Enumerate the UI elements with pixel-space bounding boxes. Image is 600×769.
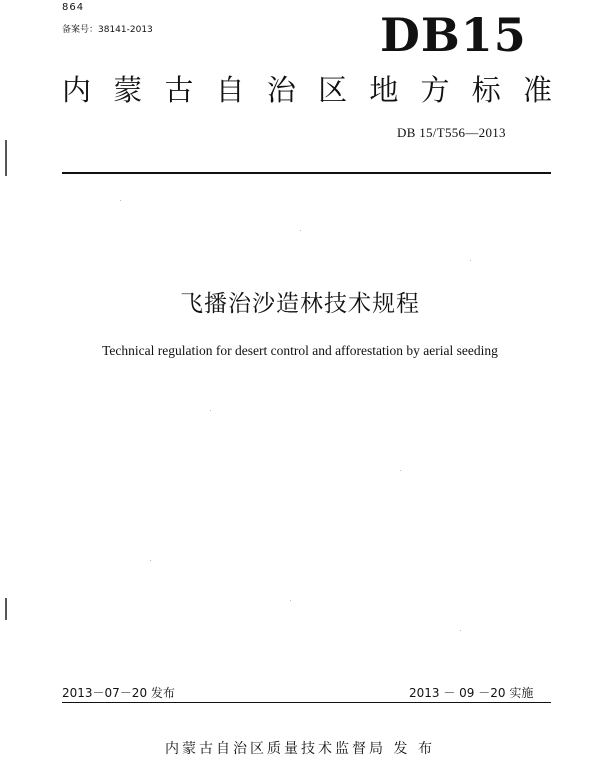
standard-type-char: 古 (164, 73, 194, 107)
implementation-date: 2013 － 09 －20 实施 (409, 686, 534, 700)
top-divider (62, 172, 551, 174)
title-english: Technical regulation for desert control and afforestation by aerial seeding (102, 343, 498, 358)
scan-speck (290, 600, 291, 601)
standard-type-heading (62, 73, 552, 107)
standard-type-char: 治 (266, 73, 296, 107)
bottom-divider (62, 702, 551, 703)
scan-speck (120, 200, 121, 201)
standard-code-large: DB15 (380, 8, 527, 62)
scan-speck (460, 630, 461, 631)
standard-type-char: 内 (62, 73, 92, 107)
scan-edge-mark (5, 140, 7, 176)
standard-type-char: 蒙 (113, 73, 143, 107)
standard-type-char: 地 (369, 73, 399, 107)
scan-speck (300, 230, 301, 231)
standard-type-char: 准 (522, 73, 552, 107)
standard-number: DB 15/T556—2013 (397, 125, 506, 140)
issue-date: 2013－07－20 发布 (62, 686, 175, 700)
filing-number: 备案号：38141-2013 (62, 25, 153, 35)
title-chinese: 飞播治沙造林技术规程 (180, 291, 420, 317)
scan-speck (400, 470, 401, 471)
standard-type-char: 自 (215, 73, 245, 107)
standard-type-char: 方 (420, 73, 450, 107)
scan-speck (150, 560, 151, 561)
standard-type-char: 标 (471, 73, 501, 107)
scan-speck (210, 410, 211, 411)
standard-type-char: 区 (318, 73, 348, 107)
scan-speck (470, 260, 471, 261)
scan-edge-mark (5, 598, 7, 620)
ics-code: 864 (62, 2, 85, 13)
issuer: 内蒙古自治区质量技术监督局 发 布 (165, 741, 435, 757)
